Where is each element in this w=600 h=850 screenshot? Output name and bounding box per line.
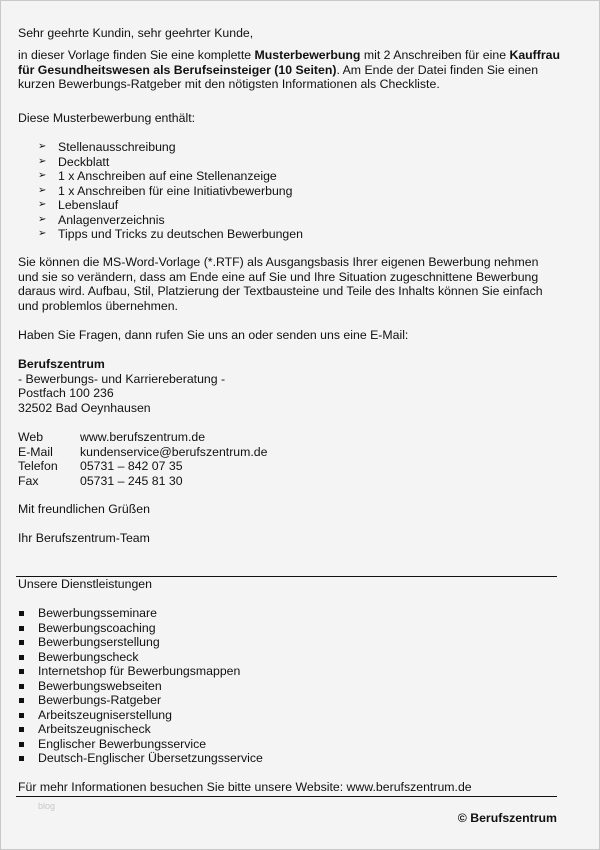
list-item-label: Arbeitszeugniserstellung (38, 707, 172, 722)
service-item (18, 621, 568, 636)
address-block (18, 357, 568, 415)
contact-row (18, 445, 568, 460)
contact-label: E-Mail (18, 444, 53, 459)
city: 32502 Bad Oeynhausen (18, 400, 151, 415)
content-item (18, 213, 568, 228)
content-item (18, 169, 568, 184)
divider (16, 796, 557, 797)
company-subtitle: - Bewerbungs- und Karriereberatung - (18, 371, 226, 386)
service-item (18, 693, 568, 708)
square-bullet-icon (19, 669, 24, 674)
list-item-label: Internetshop für Bewerbungsmappen (38, 664, 241, 678)
square-bullet-icon (19, 698, 24, 703)
list-item-label: Englischer Bewerbungsservice (38, 736, 207, 751)
square-bullet-icon (19, 626, 24, 631)
contents-list (18, 140, 568, 242)
list-item-label: 1 x Anschreiben für eine Initiativbewerbung (58, 183, 293, 198)
list-item-label: Stellenausschreibung (58, 140, 176, 154)
list-item-label: Tipps und Tricks zu deutschen Bewerbungen (58, 227, 303, 241)
list-item-label: Deutsch-Englischer Übersetzungsservice (38, 751, 263, 765)
service-item (18, 737, 568, 752)
service-item (18, 722, 568, 737)
content-item (18, 227, 568, 242)
contact-row (18, 459, 568, 474)
square-bullet-icon (19, 684, 24, 689)
intro-paragraph: in dieser Vorlage finden Sie eine komplette Musterbewerbung mit 2 Anschreiben für eine Kauffrau für Gesundheitswesen als Berufseinsteiger (10 Seiten). Am Ende der Datei finden Sie einen kurzen Bewerbungs-Ratgeber mit den nötigsten Informationen als Checkliste. (18, 48, 561, 91)
greeting: Sehr geehrte Kundin, sehr geehrter Kunde, (18, 26, 254, 40)
service-item (18, 650, 568, 665)
list-item-label: Bewerbungserstellung (38, 635, 160, 649)
list-item-label: Bewerbungscheck (38, 649, 139, 664)
contact-row (18, 474, 568, 489)
service-item (18, 679, 568, 694)
contents-label: Diese Musterbewerbung enthält: (18, 111, 196, 125)
square-bullet-icon (19, 727, 24, 732)
contact-value: kundenservice@berufszentrum.de (80, 444, 268, 459)
arrow-bullet-icon: ➢ (38, 213, 47, 225)
company-name: Berufszentrum (18, 357, 105, 371)
service-item (18, 664, 568, 679)
contact-block (18, 430, 568, 488)
contact-row (18, 430, 568, 445)
list-item-label: Bewerbungswebseiten (38, 678, 162, 693)
service-item (18, 635, 568, 650)
arrow-bullet-icon: ➢ (38, 141, 47, 152)
list-item-label: Anlagenverzeichnis (58, 212, 165, 227)
contact-value: 05731 – 842 07 35 (80, 459, 183, 473)
list-item-label: Bewerbungscoaching (38, 620, 156, 635)
arrow-bullet-icon: ➢ (38, 228, 47, 239)
content-item (18, 155, 568, 170)
arrow-bullet-icon: ➢ (38, 170, 47, 181)
contact-value: www.berufszentrum.de (80, 430, 206, 444)
list-item-label: Bewerbungsseminare (38, 606, 157, 620)
content-item (18, 140, 568, 155)
contact-label: Fax (18, 473, 39, 488)
services-title: Unsere Dienstleistungen (18, 577, 152, 591)
list-item-label: Deckblatt (58, 154, 110, 169)
signature: Ihr Berufszentrum-Team (18, 531, 150, 545)
usage-paragraph: Sie können die MS-Word-Vorlage (*.RTF) als Ausgangsbasis Ihrer eigenen Bewerbung nehmen und sie so verändern, dass am Ende eine auf Sie und Ihre Situation zugeschnittene Bewerbung daraus wird. Aufbau, Stil, Platzierung der Textbausteine und Teile des Inhalts können Sie einfach und problemlos übernehmen. (18, 255, 543, 313)
arrow-bullet-icon: ➢ (38, 155, 47, 167)
square-bullet-icon (19, 742, 24, 747)
square-bullet-icon (19, 611, 24, 616)
list-item-label: Arbeitszeugnischeck (38, 722, 151, 736)
service-item (18, 708, 568, 723)
list-item-label: Lebenslauf (58, 198, 119, 212)
arrow-bullet-icon: ➢ (38, 199, 47, 210)
square-bullet-icon (19, 640, 24, 645)
square-bullet-icon (19, 756, 24, 761)
list-item-label: 1 x Anschreiben auf eine Stellenanzeige (58, 169, 277, 183)
more-info: Für mehr Informationen besuchen Sie bitte unsere Website: www.berufszentrum.de (18, 780, 472, 794)
service-item (18, 751, 568, 766)
content-item (18, 184, 568, 199)
watermark: blog (38, 801, 56, 811)
closing: Mit freundlichen Grüßen (18, 502, 150, 516)
questions-text: Haben Sie Fragen, dann rufen Sie uns an oder senden uns eine E-Mail: (18, 328, 409, 342)
contact-value: 05731 – 245 81 30 (80, 473, 183, 488)
square-bullet-icon (19, 655, 24, 660)
content-item (18, 198, 568, 213)
list-item-label: Bewerbungs-Ratgeber (38, 693, 162, 707)
arrow-bullet-icon: ➢ (38, 184, 47, 196)
contact-label: Web (18, 430, 44, 444)
square-bullet-icon (19, 713, 24, 718)
service-item (18, 606, 568, 621)
contact-label: Telefon (18, 459, 58, 473)
street: Postfach 100 236 (18, 386, 114, 400)
copyright: © Berufszentrum (457, 811, 557, 825)
services-list (18, 606, 568, 766)
